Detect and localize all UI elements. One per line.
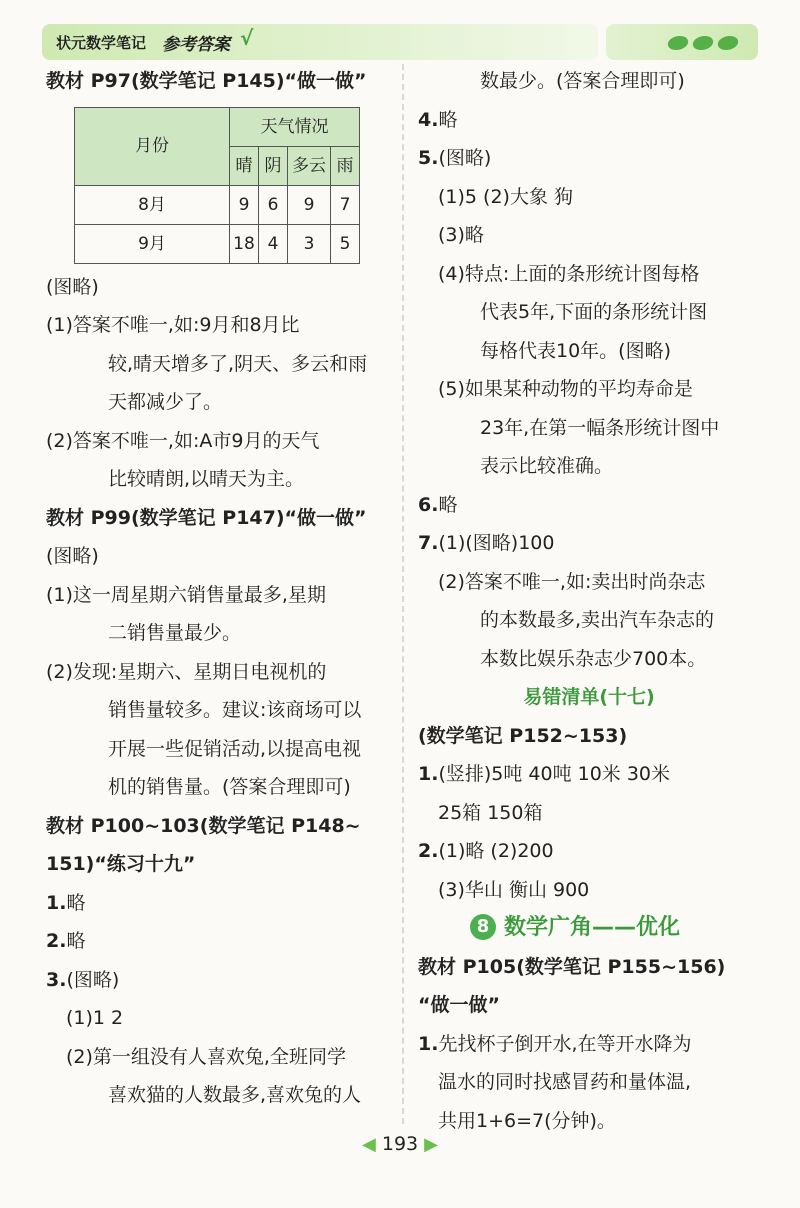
text-line: (图略) (46, 275, 99, 298)
text-line: 共用1+6=7(分钟)。 (438, 1109, 616, 1132)
page-number: 193 (381, 1133, 419, 1155)
right-column (418, 62, 760, 1140)
item-text: 略 (438, 108, 458, 131)
section-title: 151)“练习十九” (46, 853, 196, 875)
triangle-right-icon: ▶ (424, 1134, 439, 1155)
section-title: 教材 P97(数学笔记 P145)“做一做” (46, 70, 367, 92)
table-cell: 9 (230, 185, 259, 224)
text-line: 代表5年,下面的条形统计图 (480, 301, 708, 323)
item-text: 略 (438, 493, 458, 516)
section-title: 教材 P105(数学笔记 P155~156) (418, 955, 726, 978)
table-col-header: 雨 (331, 146, 360, 185)
text-line: (1)5 (2)大象 狗 (438, 185, 573, 208)
table-cell: 8月 (75, 185, 230, 224)
list-item (46, 961, 390, 1000)
left-column (46, 62, 390, 1115)
item-number: 2. (46, 930, 67, 952)
text-line: (1)1 2 (66, 1007, 124, 1029)
item-number: 5. (418, 147, 439, 169)
table-cell: 18 (230, 224, 259, 263)
text-line: 23年,在第一幅条形统计图中 (480, 416, 720, 439)
item-number: 7. (418, 532, 439, 554)
column-divider (402, 64, 404, 1124)
text-line: (3)华山 衡山 900 (438, 878, 590, 901)
list-item (418, 1025, 760, 1064)
unit-number-badge: 8 (470, 914, 496, 940)
list-item (46, 922, 390, 961)
section-title: (数学笔记 P152~153) (418, 724, 628, 747)
text-line: (2)第一组没有人喜欢兔,全班同学 (66, 1045, 346, 1068)
dot-icon (716, 36, 740, 50)
text-line: 比较晴朗,以晴天为主。 (108, 468, 305, 490)
text-line: (2)答案不唯一,如:A市9月的天气 (46, 429, 320, 452)
page-footer (0, 1133, 800, 1155)
section-title: 教材 P99(数学笔记 P147)“做一做” (46, 506, 367, 529)
weather-table (74, 107, 360, 264)
item-text: (竖排)5吨 40吨 10米 30米 (438, 763, 671, 785)
item-number: 3. (46, 968, 67, 991)
table-cell: 3 (288, 224, 331, 263)
table-cell: 7 (331, 185, 360, 224)
text-line: (4)特点:上面的条形统计图每格 (438, 262, 700, 285)
section-title: “做一做” (418, 994, 500, 1016)
table-row (75, 185, 360, 224)
text-line: (1)答案不唯一,如:9月和8月比 (46, 314, 300, 336)
text-line: (2)发现:星期六、星期日电视机的 (46, 660, 327, 683)
table-col-header: 多云 (288, 146, 331, 185)
text-line: (2)答案不唯一,如:卖出时尚杂志 (438, 570, 706, 593)
page-header (42, 24, 758, 60)
section-title: 教材 P100~103(数学笔记 P148~ (46, 814, 361, 837)
item-number: 1. (46, 891, 67, 914)
decorative-dots (668, 35, 743, 54)
list-item (418, 524, 760, 563)
item-number: 2. (418, 840, 439, 862)
item-number: 1. (418, 1032, 439, 1055)
table-cell: 4 (259, 224, 288, 263)
table-cell: 9 (288, 185, 331, 224)
unit-heading (418, 909, 760, 948)
text-line: 二销售量最少。 (108, 622, 242, 644)
section-heading: 易错清单(十七) (523, 686, 655, 708)
table-header-month: 月份 (75, 107, 230, 185)
text-line: 本数比娱乐杂志少700本。 (480, 647, 707, 670)
item-text: (1)略 (2)200 (438, 840, 554, 862)
triangle-left-icon: ◀ (361, 1134, 376, 1155)
text-line: (图略) (46, 545, 99, 567)
text-line: 的本数最多,卖出汽车杂志的 (480, 609, 715, 631)
text-line: 销售量较多。建议:该商场可以 (108, 699, 362, 721)
item-text: (图略) (66, 968, 120, 991)
item-text: 略 (66, 891, 86, 914)
dot-icon (666, 36, 690, 50)
text-line: 开展一些促销活动,以提高电视 (108, 737, 362, 760)
text-line: 机的销售量。(答案合理即可) (108, 776, 351, 798)
answer-label: 参考答案 (162, 35, 230, 55)
item-number: 6. (418, 493, 439, 516)
check-icon: √ (240, 26, 254, 50)
dot-icon (691, 36, 715, 50)
text-line: 数最少。(答案合理即可) (480, 70, 685, 92)
text-line: 天都减少了。 (108, 391, 223, 413)
book-title: 状元数学笔记 (56, 34, 147, 52)
item-number: 1. (418, 763, 439, 785)
text-line: (1)这一周星期六销售量最多,星期 (46, 583, 326, 606)
table-col-header: 晴 (230, 146, 259, 185)
list-item (418, 139, 760, 178)
text-line: 表示比较准确。 (480, 455, 614, 477)
item-text: (图略) (438, 147, 492, 169)
table-row (75, 224, 360, 263)
list-item (418, 486, 760, 525)
unit-title: 数学广角——优化 (504, 915, 681, 940)
table-header-weather: 天气情况 (230, 107, 360, 146)
text-line: (3)略 (438, 224, 484, 246)
table-cell: 5 (331, 224, 360, 263)
text-line: 25箱 150箱 (438, 801, 543, 824)
table-cell: 6 (259, 185, 288, 224)
item-text: 略 (66, 930, 86, 952)
item-text: 先找杯子倒开水,在等开水降为 (438, 1032, 692, 1055)
text-line: 喜欢猫的人数最多,喜欢兔的人 (108, 1084, 362, 1106)
list-item (418, 832, 760, 871)
item-number: 4. (418, 108, 439, 131)
text-line: (5)如果某种动物的平均寿命是 (438, 378, 693, 400)
text-line: 每格代表10年。(图略) (480, 339, 672, 362)
list-item (46, 884, 390, 923)
list-item (418, 755, 760, 794)
text-line: 较,晴天增多了,阴天、多云和雨 (108, 352, 368, 375)
table-col-header: 阴 (259, 146, 288, 185)
list-item (418, 101, 760, 140)
item-text: (1)(图略)100 (438, 532, 555, 554)
text-line: 温水的同时找感冒药和量体温, (438, 1071, 692, 1093)
table-cell: 9月 (75, 224, 230, 263)
